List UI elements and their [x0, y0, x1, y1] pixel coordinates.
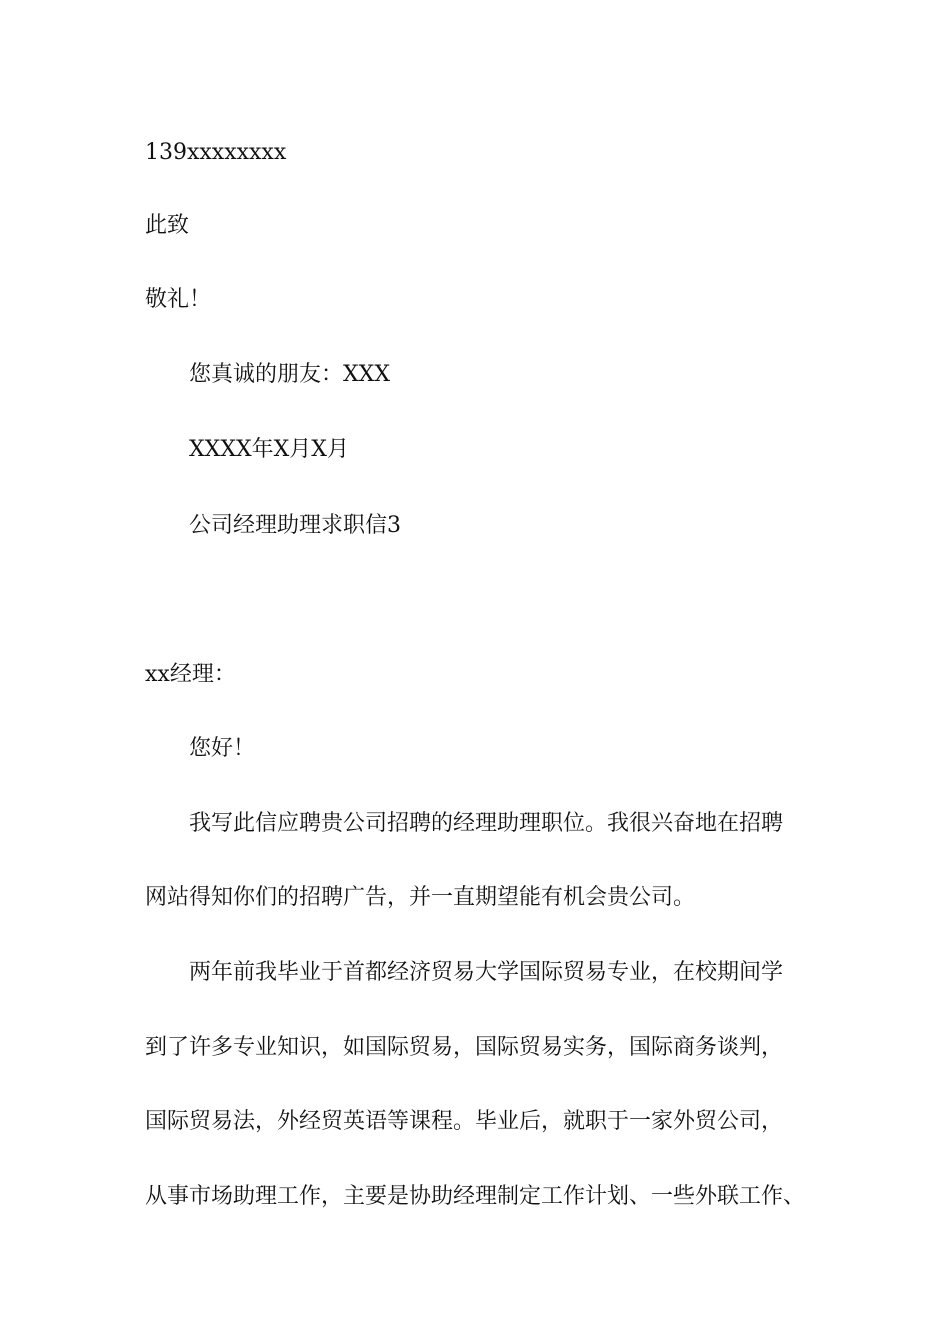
section-title: 公司经理助理求职信3: [189, 513, 401, 538]
paragraph-line: 从事市场助理工作，主要是协助经理制定工作计划、一些外联工作、: [145, 1184, 806, 1209]
paragraph-line: 两年前我毕业于首都经济贸易大学国际贸易专业，在校期间学: [189, 960, 784, 985]
closing-salutation: 此致: [145, 213, 190, 238]
phone-line: 139xxxxxxxx: [145, 140, 287, 165]
paragraph-line: 到了许多专业知识，如国际贸易，国际贸易实务，国际商务谈判，: [145, 1035, 784, 1060]
signature-line: 您真诚的朋友：XXX: [189, 362, 390, 387]
paragraph-line: 国际贸易法，外经贸英语等课程。毕业后，就职于一家外贸公司，: [145, 1109, 784, 1134]
date-line: XXXX年X月X月: [189, 437, 349, 462]
paragraph-line: 我写此信应聘贵公司招聘的经理助理职位。我很兴奋地在招聘: [189, 811, 784, 836]
letter-addressee: xx经理：: [145, 662, 236, 687]
paragraph-line: 网站得知你们的招聘广告，并一直期望能有机会贵公司。: [145, 885, 696, 910]
closing-regards: 敬礼！: [145, 287, 212, 312]
letter-greeting: 您好！: [189, 736, 256, 761]
